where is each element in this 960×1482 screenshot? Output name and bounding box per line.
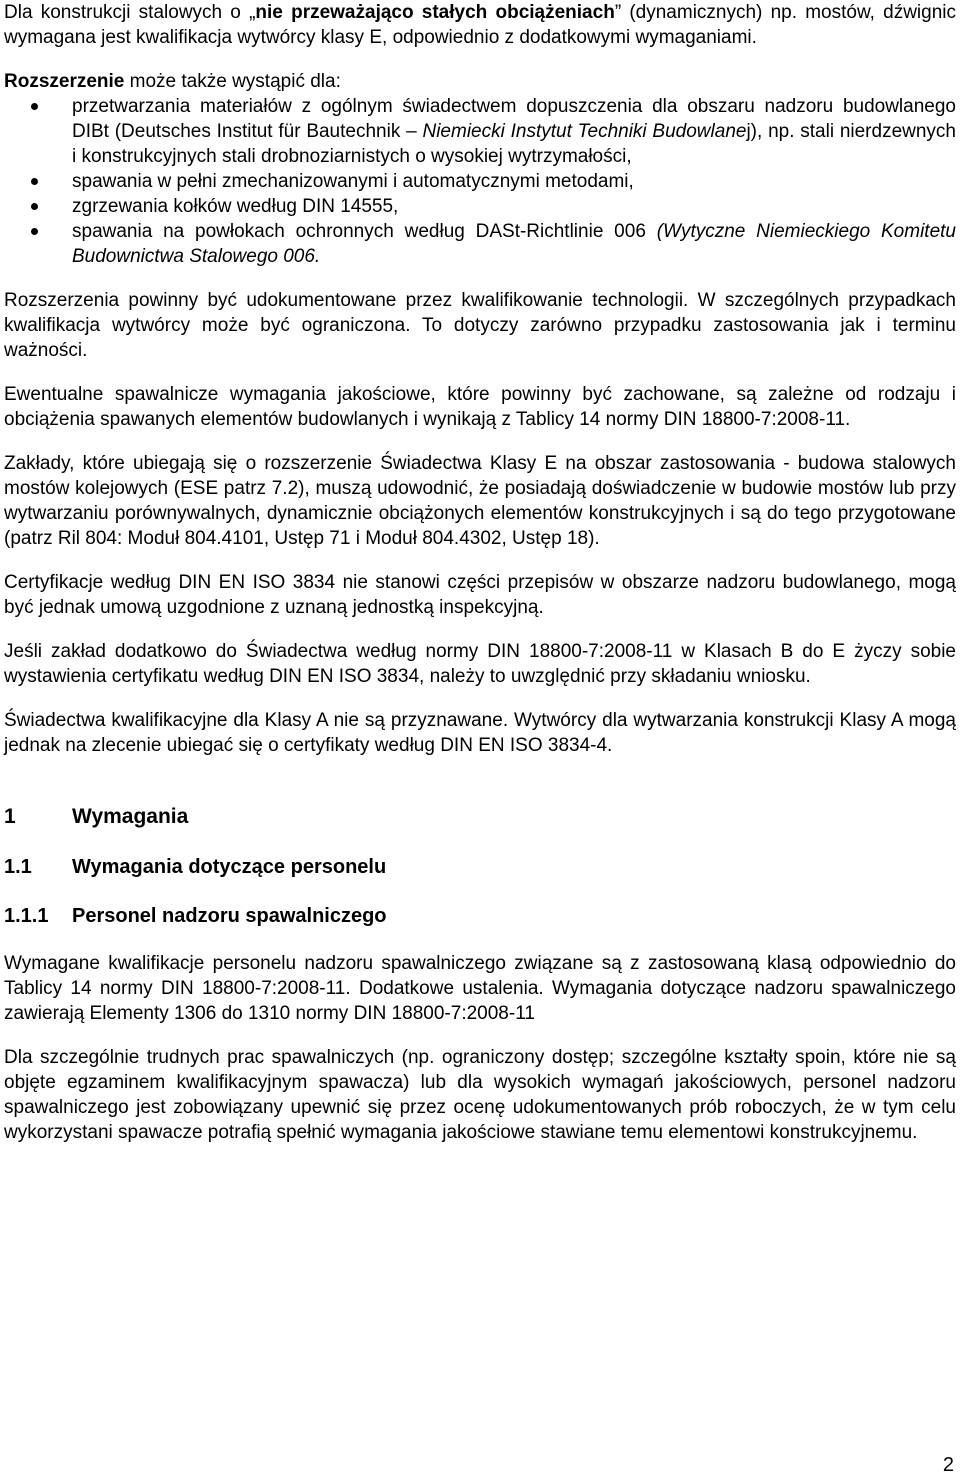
heading-title: Personel nadzoru spawalniczego <box>72 905 387 927</box>
paragraph-personnel-qualifications: Wymagane kwalifikacje personelu nadzoru spawalniczego związane są z zastosowaną klasą odpowiednio do Tablicy 14 normy DIN 18800-7:2008-11. Dodatkowe ustalenia. Wymagania dotyczące nadzoru spawalniczego zawierają Elementy 1306 do 1310 normy DIN 18800-7:2008-11 <box>4 953 956 1024</box>
paragraph-documentation: Rozszerzenia powinny być udokumentowane przez kwalifikowanie technologii. W szczególnych przypadkach kwalifikacja wytwórcy może być ograniczona. To dotyczy zarówno przypadku zastosowania jak i terminu ważności. <box>4 290 956 361</box>
quote-open: „ <box>249 2 256 23</box>
list-item <box>4 219 956 269</box>
list-item-italic: (Wytyczne Niemieckiego Komitetu Budownictwa Stalowego 006. <box>72 221 956 267</box>
intro-text: Dla konstrukcji stalowych o <box>4 2 250 23</box>
paragraph-class-a: Świadectwa kwalifikacyjne dla Klasy A nie są przyznawane. Wytwórcy dla wytwarzania konstrukcji Klasy A mogą jednak na zlecenie ubiegać się o certyfikaty według DIN EN ISO 3834-4. <box>4 710 956 756</box>
document-page <box>4 0 956 1145</box>
list-item-dash: – <box>406 121 417 142</box>
intro-bold: nie przeważająco stałych obciążeniach <box>255 2 615 23</box>
heading-number: 1 <box>4 805 16 828</box>
paragraph-additional-certificate: Jeśli zakład dodatkowo do Świadectwa według normy DIN 18800-7:2008-11 w Klasach B do E życzy sobie wystawienia certyfikatu według DIN EN ISO 3834, należy to uwzględnić przy składaniu wniosku. <box>4 641 956 687</box>
list-item-text: spawania w pełni zmechanizowanymi i automatycznymi metodami, <box>72 171 634 192</box>
heading-title: Wymagania dotyczące personelu <box>72 856 387 878</box>
quote-close: ” <box>614 2 622 23</box>
list-item-italic: Niemiecki Instytut Techniki Budowlane <box>416 121 747 142</box>
page-number: 2 <box>942 1454 954 1476</box>
heading-number: 1.1 <box>4 856 32 878</box>
section-heading-1-1 <box>4 855 956 880</box>
paragraph-iso-3834: Certyfikacje według DIN EN ISO 3834 nie stanowi części przepisów w obszarze nadzoru budowlanego, mogą być jednak umową uzgodnione z uznaną jednostką inspekcyjną. <box>4 572 956 618</box>
heading-number: 1.1.1 <box>4 905 49 927</box>
list-item-text: zgrzewania kołków według DIN 14555, <box>72 196 399 217</box>
list-item-text: spawania na powłokach ochronnych według DASt-Richtlinie 006 <box>72 221 657 242</box>
extension-lead-text: może także wystąpić dla: <box>124 71 341 92</box>
extension-list <box>4 94 956 269</box>
bullet-icon <box>31 203 38 210</box>
section-heading-1-1-1 <box>4 904 956 929</box>
section-heading-1 <box>4 804 956 829</box>
list-item-text-end: j), np. stali nierdzewnych i konstrukcyjnych stali drobnoziarnistych o wysokiej wytrzymałości, <box>72 121 956 167</box>
list-item <box>4 94 956 169</box>
heading-title: Wymagania <box>72 805 189 828</box>
list-item <box>4 194 956 219</box>
extension-bold: Rozszerzenie <box>4 71 125 92</box>
bullet-icon <box>31 178 38 185</box>
intro-paragraph <box>4 0 956 50</box>
bullet-icon <box>31 103 38 110</box>
extension-lead <box>4 69 956 94</box>
bullet-icon <box>31 228 38 235</box>
list-item <box>4 169 956 194</box>
paragraph-class-e-bridges: Zakłady, które ubiegają się o rozszerzenie Świadectwa Klasy E na obszar zastosowania - budowa stalowych mostów kolejowych (ESE patrz 7.2), muszą udowodnić, że posiadają doświadczenie w budowie mostów lub przy wytwarzaniu porównywalnych, dynamicznie obciążonych elementów konstrukcyjnych i są do tego przygotowane (patrz Ril 804: Moduł 804.4101, Ustęp 71 i Moduł 804.4302, Ustęp 18). <box>4 453 956 549</box>
intro-text-end: (dynamicznych) np. mostów, dźwignic wymagana jest kwalifikacja wytwórcy klasy E, odpowiednio z dodatkowymi wymaganiami. <box>4 2 956 48</box>
paragraph-difficult-welding: Dla szczególnie trudnych prac spawalniczych (np. ograniczony dostęp; szczególne kształty spoin, które nie są objęte egzaminem kwalifikacyjnym spawacza) lub dla wysokich wymagań jakościowych, personel nadzoru spawalniczego jest zobowiązany upewnić się przez ocenę udokumentowanych prób roboczych, że w tym celu wykorzystani spawacze potrafią spełnić wymagania jakościowe stawiane temu elementowi konstrukcyjnemu. <box>4 1047 956 1143</box>
paragraph-quality-requirements: Ewentualne spawalnicze wymagania jakościowe, które powinny być zachowane, są zależne od rodzaju i obciążenia spawanych elementów budowlanych i wynikają z Tablicy 14 normy DIN 18800-7:2008-11. <box>4 384 956 430</box>
list-item-text: przetwarzania materiałów z ogólnym świadectwem dopuszczenia dla obszaru nadzoru budowlanego DIBt (Deutsches Institut für Bautechnik <box>72 96 956 142</box>
